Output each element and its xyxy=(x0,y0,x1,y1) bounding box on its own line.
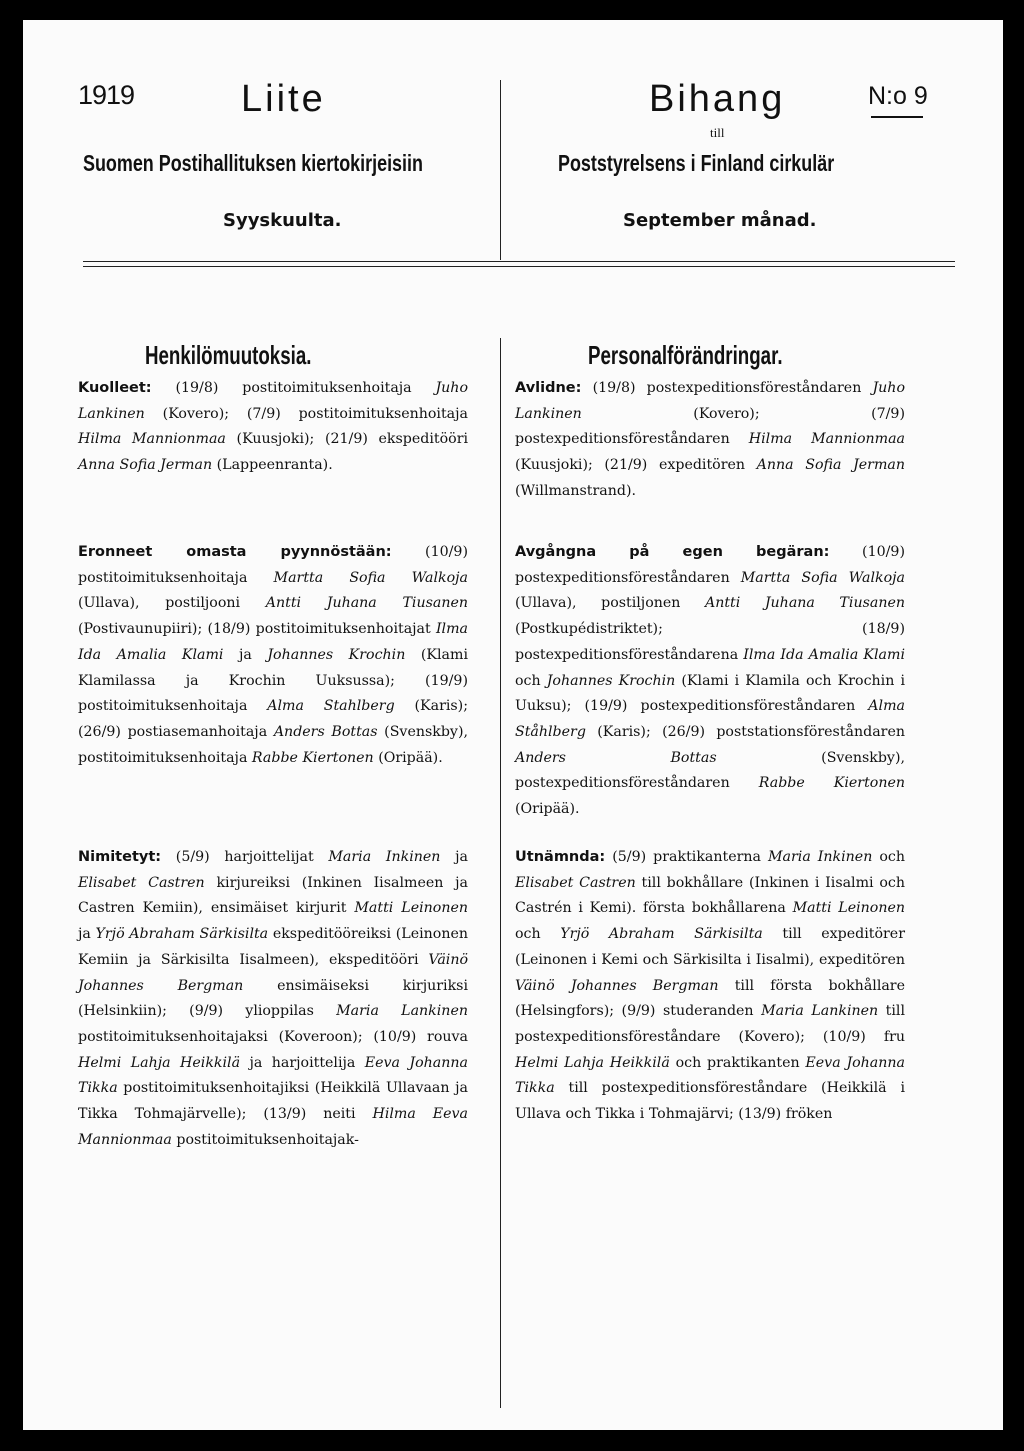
paragraph-text: (Svenskby), postitoimituksenhoitaja xyxy=(78,723,468,766)
paragraph-text: ensimäiseksi kirjuriksi (Helsinkiin); (9/9) ylioppilas xyxy=(78,977,468,1020)
person-name: Eeva Johanna Tikka xyxy=(78,1054,468,1097)
person-name: Martta Sofia Walkoja xyxy=(740,569,905,586)
paragraph-text: (5/9) praktikanterna xyxy=(605,849,769,865)
paragraph-text: (Kovero); (7/9) postitoimituksenhoitaja xyxy=(144,405,468,422)
paragraph-lead: Nimitetyt: xyxy=(78,849,162,865)
paragraph-lead: Utnämnda: xyxy=(515,849,606,865)
left-month: Syyskuulta. xyxy=(223,210,342,231)
paragraph-text: (19/8) postexpeditionsföreståndaren xyxy=(581,380,873,396)
paragraph-text: (Karis); (26/9) postiasemanhoitaja xyxy=(78,698,468,740)
person-name: Eeva Johanna Tikka xyxy=(515,1054,906,1097)
person-name: Yrjö Abraham Särkisilta xyxy=(560,926,763,943)
person-name: Ilma Ida Amalia Klami xyxy=(743,646,905,663)
person-name: Rabbe Kiertonen xyxy=(758,775,906,792)
left-paragraph-appointed xyxy=(78,845,468,1153)
right-paragraph-resigned xyxy=(515,540,905,823)
paragraph-text: ekspeditööreiksi (Leinonen Kemiin ja Särkisilta Iisalmeen), ekspeditööri xyxy=(78,926,468,968)
paragraph-text: (19/8) postitoimituksenhoitaja xyxy=(151,380,436,396)
left-title: Liite xyxy=(241,78,326,120)
paragraph-text: och praktikanten xyxy=(669,1054,806,1071)
paragraph-text: (10/9) postexpeditionsföreståndaren xyxy=(515,544,905,586)
paragraph-text: till postexpeditionsföreståndare (Kovero); (10/9) fru xyxy=(515,1003,905,1045)
paragraph-text: (Karis); (26/9) poststationsföreståndaren xyxy=(585,723,905,740)
header-column-divider xyxy=(500,80,501,260)
person-name: Matti Leinonen xyxy=(792,900,905,917)
paragraph-text: ja xyxy=(78,926,96,943)
paragraph-lead: Eronneet omasta pyynnöstään: xyxy=(78,544,392,560)
paragraph-text: (Willmanstrand). xyxy=(515,482,637,499)
right-section-title: Personalförändringar. xyxy=(588,340,783,370)
paragraph-text: ja xyxy=(223,646,268,663)
person-name: Väinö Johannes Bergman xyxy=(515,977,719,994)
paragraph-text: ja xyxy=(440,849,468,865)
paragraph-text: (Oripää). xyxy=(515,801,580,818)
person-name: Anna Sofia Jerman xyxy=(78,457,213,474)
person-name: Matti Leinonen xyxy=(354,900,468,917)
person-name: Johannes Krochin xyxy=(267,646,406,663)
person-name: Maria Lankinen xyxy=(761,1003,879,1020)
left-subtitle: Suomen Postihallituksen kiertokirjeisiin xyxy=(83,150,423,176)
person-name: Maria Inkinen xyxy=(768,849,873,865)
paragraph-text: och xyxy=(872,849,906,865)
paragraph-lead: Kuolleet: xyxy=(78,380,152,396)
person-name: Maria Lankinen xyxy=(336,1003,468,1020)
paragraph-text: (10/9) postitoimituksenhoitaja xyxy=(78,544,468,586)
paragraph-text: (Ullava), postiljooni xyxy=(78,595,266,612)
person-name: Elisabet Castren xyxy=(78,874,205,891)
person-name: Martta Sofia Walkoja xyxy=(273,569,468,586)
person-name: Helmi Lahja Heikkilä xyxy=(515,1054,670,1071)
person-name: Hilma Mannionmaa xyxy=(748,431,905,448)
paragraph-text: (Kuusjoki); (21/9) expeditören xyxy=(515,457,757,474)
person-name: Johannes Krochin xyxy=(546,672,676,689)
header-rule-2 xyxy=(83,266,955,267)
person-name: Juho Lankinen xyxy=(78,380,468,422)
paragraph-text: och xyxy=(515,926,561,943)
paragraph-text: (Postkupédistriktet); (18/9) postexpeditionsföreståndarena xyxy=(515,621,905,663)
paragraph-lead: Avlidne: xyxy=(515,380,582,396)
paragraph-text: till expeditörer (Leinonen i Kemi och Särkisilta i Iisalmi), expeditören xyxy=(515,926,905,968)
person-name: Helmi Lahja Heikkilä xyxy=(78,1054,241,1071)
paragraph-text: (Kuusjoki); (21/9) ekspeditööri xyxy=(225,431,469,448)
paragraph-text: postitoimituksenhoitajiksi (Heikkilä Ullavaan ja Tikka Tohmajärvelle); (13/9) neiti xyxy=(78,1080,468,1123)
person-name: Yrjö Abraham Särkisilta xyxy=(95,926,269,943)
paragraph-text: till bokhållare (Inkinen i Iisalmi och Castrén i Kemi). första bokhållarena xyxy=(515,874,905,917)
header-rule-1 xyxy=(83,261,955,262)
left-paragraph-deceased xyxy=(78,376,468,479)
paragraph-text: till postexpeditionsföreståndare (Heikkilä i Ullava och Tikka i Tohmajärvi; (13/9) fröken xyxy=(515,1080,905,1123)
paragraph-text: och xyxy=(515,672,547,689)
person-name: Anders Bottas xyxy=(515,749,717,766)
paragraph-text: postitoimituksenhoitajak- xyxy=(171,1131,359,1148)
paragraph-text: till första bokhållare (Helsingfors); (9/9) studeranden xyxy=(515,977,905,1020)
person-name: Maria Inkinen xyxy=(328,849,441,865)
right-month: September månad. xyxy=(623,210,817,231)
paragraph-text: (Klami i Klamila och Krochin i Uuksu); (19/9) postexpeditionsföreståndaren xyxy=(515,672,905,715)
paragraph-text: (5/9) harjoittelijat xyxy=(161,849,329,865)
body-column-divider xyxy=(500,338,501,1408)
issue-number-underline xyxy=(871,116,923,118)
right-paragraph-deceased xyxy=(515,376,905,505)
paragraph-text: postitoimituksenhoitajaksi (Koveroon); (10/9) rouva xyxy=(78,1028,468,1045)
right-subtitle: Poststyrelsens i Finland cirkulär xyxy=(558,150,835,176)
paragraph-text: (Lappeenranta). xyxy=(212,457,333,474)
paragraph-text: (Ullava), postiljonen xyxy=(515,595,705,612)
paragraph-text: (Postivaunupiiri); (18/9) postitoimituksenhoitajat xyxy=(78,621,436,638)
person-name: Antti Juhana Tiusanen xyxy=(265,595,468,612)
paragraph-text: kirjureiksi (Inkinen Iisalmeen ja Castren Kemiin), ensimäiset kirjurit xyxy=(78,874,468,917)
year-label: 1919 xyxy=(78,80,135,110)
paragraph-text: (Klami Klamilassa ja Krochin Uuksussa); (19/9) postitoimituksenhoitaja xyxy=(78,646,468,715)
paragraph-text: ja harjoittelija xyxy=(240,1054,365,1071)
issue-number: N:o 9 xyxy=(868,82,928,110)
till-label: till xyxy=(710,125,725,140)
person-name: Hilma Mannionmaa xyxy=(78,431,226,448)
person-name: Alma Stahlberg xyxy=(267,698,395,715)
person-name: Hilma Eeva Mannionmaa xyxy=(78,1106,468,1148)
person-name: Ilma Ida Amalia Klami xyxy=(78,621,468,663)
person-name: Anders Bottas xyxy=(273,723,378,740)
paragraph-text: (Kovero); (7/9) postexpeditionsföreståndaren xyxy=(515,405,905,448)
person-name: Elisabet Castren xyxy=(515,874,636,891)
person-name: Anna Sofia Jerman xyxy=(756,457,905,474)
right-title: Bihang xyxy=(649,78,786,120)
person-name: Juho Lankinen xyxy=(515,380,905,422)
paragraph-lead: Avgångna på egen begäran: xyxy=(515,544,830,560)
right-paragraph-appointed xyxy=(515,845,905,1128)
paragraph-text: (Svenskby), postexpeditionsföreståndaren xyxy=(515,749,905,792)
person-name: Väinö Johannes Bergman xyxy=(78,951,468,994)
left-paragraph-resigned xyxy=(78,540,468,771)
document-page xyxy=(23,20,1003,1430)
person-name: Alma Ståhlberg xyxy=(515,698,905,740)
paragraph-text: (Oripää). xyxy=(373,749,443,766)
person-name: Rabbe Kiertonen xyxy=(251,749,374,766)
left-section-title: Henkilömuutoksia. xyxy=(145,340,312,370)
person-name: Antti Juhana Tiusanen xyxy=(704,595,905,612)
